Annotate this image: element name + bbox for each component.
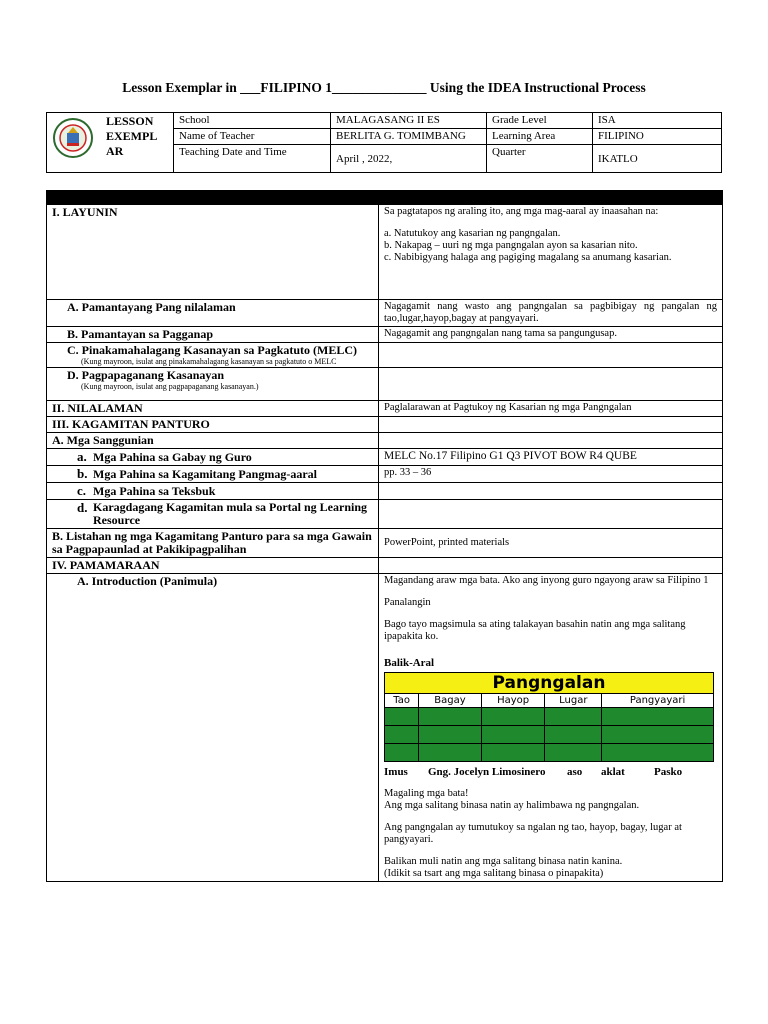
pamamaraan-label: IV. PAMAMARAAN	[52, 558, 160, 572]
ref-row	[47, 449, 723, 466]
chart-col-tao: Tao	[385, 694, 419, 708]
nilalaman-value: Paglalarawan at Pagtukoy ng Kasarian ng mga Pangngalan	[379, 401, 723, 417]
layunin-a: a. Natutukoy ang kasarian ng pangngalan.	[384, 228, 561, 239]
layunin-c: c. Nabibigyang halaga ang pagiging magalang sa anumang kasarian.	[384, 252, 672, 263]
intro-review: Balikan muli natin ang mga salitang binasa natin kanina.	[384, 856, 623, 867]
pamantayang-nilalaman-row	[47, 300, 723, 327]
school-value: MALAGASANG II ES	[331, 113, 487, 129]
nilalaman-label: II. NILALAMAN	[52, 401, 143, 415]
intro-instruction: Bago tayo magsimula sa ating talakayan basahin natin ang mga salitang ipapakita ko.	[384, 619, 686, 642]
pangngalan-chart-title: Pangngalan	[385, 673, 714, 694]
intro-praise: Magaling mga bata!	[384, 788, 469, 799]
grade-level-value: ISA	[593, 113, 722, 129]
teacher-label: Name of Teacher	[174, 129, 331, 145]
layunin-row	[47, 205, 723, 300]
ref-letter: c.	[77, 483, 87, 498]
pamantayan-pagganap-value: Nagagamit ang pangngalan nang tama sa pangungusap.	[379, 327, 723, 343]
pangngalan-chart	[384, 672, 714, 762]
ref-value: pp. 33 – 36	[379, 466, 723, 483]
teacher-value: BERLITA G. TOMIMBANG	[331, 129, 487, 145]
pamantayang-nilalaman-label: A. Pamantayang Pang nilalaman	[67, 300, 236, 314]
lesson-table	[46, 190, 723, 882]
pagpapaganang-note: (Kung mayroon, isulat ang pagpapaganang kasanayan.)	[81, 382, 259, 391]
layunin-label: I. LAYUNIN	[52, 205, 118, 219]
chart-col-pangyayari: Pangyayari	[602, 694, 714, 708]
introduction-label: A. Introduction (Panimula)	[77, 574, 218, 588]
ref-letter: a.	[77, 449, 87, 464]
word-item: Pasko	[654, 766, 683, 778]
chart-empty-row	[385, 744, 714, 762]
sanggunian-row	[47, 433, 723, 449]
ref-label: Mga Pahina sa Teksbuk	[93, 484, 216, 498]
word-item: Imus	[384, 766, 408, 778]
ref-row	[47, 483, 723, 500]
pagpapaganang-label: D. Pagpapaganang Kasanayan	[67, 368, 225, 382]
ref-label: Mga Pahina sa Gabay ng Guro	[93, 450, 252, 464]
chart-col-hayop: Hayop	[481, 694, 545, 708]
listahan-row	[47, 529, 723, 558]
quarter-label: Quarter	[487, 145, 593, 173]
lesson-cell	[47, 113, 174, 173]
ref-letter: d.	[77, 500, 88, 515]
layunin-intro: Sa pagtatapos ng araling ito, ang mga mag-aaral ay inaasahan na:	[384, 206, 659, 217]
ref-letter: b.	[77, 466, 88, 481]
teaching-date-value: April , 2022,	[331, 145, 487, 173]
document-title: Lesson Exemplar in ___FILIPINO 1______________ Using the IDEA Instructional Process	[122, 80, 646, 95]
ref-value	[379, 483, 723, 500]
melc-row	[47, 343, 723, 368]
intro-prayer: Panalangin	[384, 597, 431, 608]
ref-label: Mga Pahina sa Kagamitang Pangmag-aaral	[93, 467, 317, 481]
learning-area-label: Learning Area	[487, 129, 593, 145]
listahan-label: B. Listahan ng mga Kagamitang Panturo para sa mga Gawain sa Pagpapaunlad at Pakikipagpalihan	[52, 529, 372, 556]
introduction-row	[47, 574, 723, 882]
kagamitan-row	[47, 417, 723, 433]
pagpapaganang-value	[379, 368, 723, 401]
listahan-value: PowerPoint, printed materials	[379, 529, 723, 558]
deped-seal-icon	[52, 117, 94, 159]
word-list	[384, 766, 717, 778]
intro-examples: Ang mga salitang binasa natin ay halimbawa ng pangngalan.	[384, 800, 640, 811]
chart-empty-row	[385, 708, 714, 726]
quarter-value: IKATLO	[593, 145, 722, 173]
ref-value: MELC No.17 Filipino G1 Q3 PIVOT BOW R4 QUBE	[379, 449, 723, 466]
lesson-exemplar-label: LESSON EXEMPL AR	[106, 114, 157, 158]
pamamaraan-row	[47, 558, 723, 574]
word-item: Gng. Jocelyn Limosinero	[428, 766, 546, 778]
word-item: aklat	[601, 766, 625, 778]
kagamitan-label: III. KAGAMITAN PANTURO	[52, 417, 210, 431]
school-label: School	[174, 113, 331, 129]
intro-greeting: Magandang araw mga bata. Ako ang inyong guro ngayong araw sa Filipino 1	[384, 575, 709, 586]
layunin-b: b. Nakapag – uuri ng mga pangngalan ayon sa kasarian nito.	[384, 240, 638, 251]
melc-label: C. Pinakamahalagang Kasanayan sa Pagkatuto (MELC)	[67, 343, 358, 357]
melc-note: (Kung mayroon, isulat ang pinakamahalagang kasanayan sa pagkatuto o MELC	[81, 357, 337, 366]
chart-col-lugar: Lugar	[545, 694, 602, 708]
header-bar	[47, 191, 723, 205]
pamantayan-pagganap-row	[47, 327, 723, 343]
pagpapaganang-row	[47, 368, 723, 401]
header-table	[46, 112, 722, 173]
intro-definition: Ang pangngalan ay tumutukoy sa ngalan ng tao, hayop, bagay, lugar at pangyayari.	[384, 822, 682, 845]
grade-level-label: Grade Level	[487, 113, 593, 129]
ref-row	[47, 500, 723, 529]
pamantayan-pagganap-label: B. Pamantayan sa Pagganap	[67, 327, 214, 341]
chart-empty-row	[385, 726, 714, 744]
intro-note: (Idikit sa tsart ang mga salitang binasa o pinapakita)	[384, 868, 604, 879]
sanggunian-label: A. Mga Sanggunian	[52, 433, 154, 447]
pamantayang-nilalaman-value: Nagagamit nang wasto ang pangngalan sa pagbibigay ng pangalan ng tao,lugar,hayop,bagay at pangyayari.	[379, 300, 723, 327]
teaching-date-label: Teaching Date and Time	[174, 145, 331, 173]
learning-area-value: FILIPINO	[593, 129, 722, 145]
melc-value	[379, 343, 723, 368]
nilalaman-row	[47, 401, 723, 417]
word-item: aso	[567, 766, 583, 778]
ref-row	[47, 466, 723, 483]
ref-label: Karagdagang Kagamitan mula sa Portal ng Learning Resource	[93, 500, 368, 527]
chart-col-bagay: Bagay	[419, 694, 482, 708]
ref-value	[379, 500, 723, 529]
balik-aral-label: Balik-Aral	[384, 657, 435, 669]
